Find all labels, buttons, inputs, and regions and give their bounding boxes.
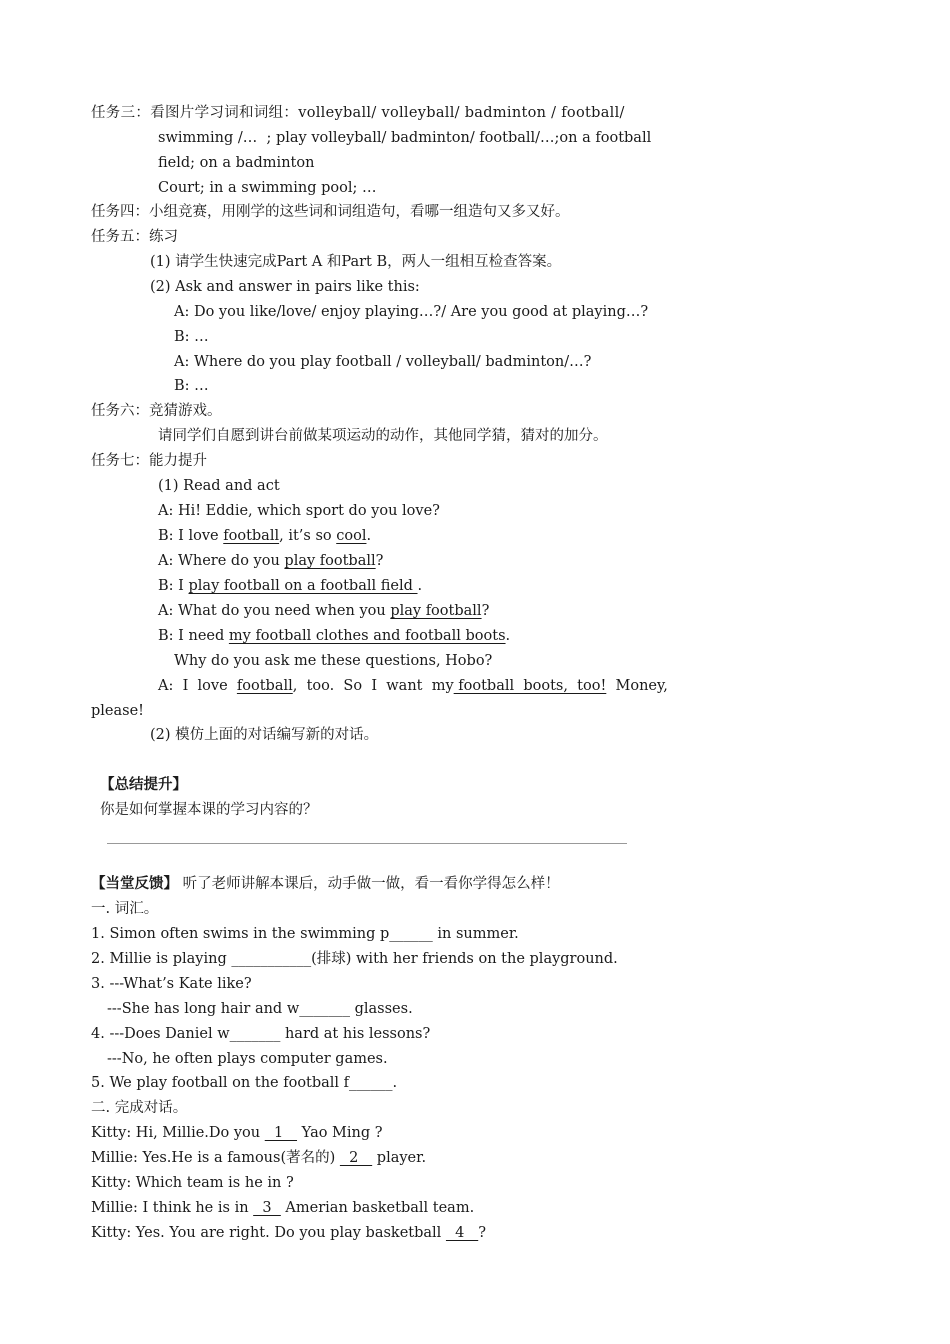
feedback-line (91, 874, 560, 894)
task4-line: 任务四：小组竞赛，用刚学的这些词和词组造句，看哪一组造句又多又好。 (91, 204, 570, 220)
question-3b: ---She has long hair and w_______ glasses. (107, 1001, 413, 1017)
task7-dialog-8: A: I love football, too. So I want my football boots, too! Money, (158, 678, 668, 694)
question-4a: 4. ---Does Daniel w_______ hard at his lessons? (91, 1026, 431, 1042)
task5-point2: (2) Ask and answer in pairs like this: (150, 279, 420, 295)
task7-dialog-2: B: I love football, it’s so cool. (158, 528, 372, 544)
feedback-heading: 【当堂反馈】 (91, 876, 178, 892)
task5-dialog-b2: B: … (174, 378, 209, 394)
answer-line (107, 843, 627, 844)
question-3a: 3. ---What’s Kate like? (91, 976, 252, 992)
question-2: 2. Millie is playing ___________(排球) with her friends on the playground. (91, 951, 618, 967)
task7-dialog-6: B: I need my football clothes and football boots. (158, 628, 511, 644)
task7-dialog-3: A: Where do you play football? (158, 553, 384, 569)
task7-dialog-4: B: I play football on a football field . (158, 578, 423, 594)
dialog-line-5: Kitty: Yes. You are right. Do you play basketball 4 ? (91, 1225, 486, 1241)
feedback-intro: 听了老师讲解本课后，动手做一做，看一看你学得怎么样！ (178, 876, 560, 892)
task3-line2: swimming /… ; play volleyball/ badminton/ football/…;on a football (158, 130, 652, 146)
section1-title: 一. 词汇。 (91, 901, 159, 917)
task3-line1: 任务三：看图片学习词和词组：volleyball/ volleyball/ badminton / football/ (91, 105, 625, 121)
task5-dialog-a2: A: Where do you play football / volleyball/ badminton/…? (174, 354, 592, 370)
dialog-line-3: Kitty: Which team is he in ? (91, 1175, 294, 1191)
task7-title: 任务七：能力提升 (91, 453, 207, 469)
task6-title: 任务六：竞猜游戏。 (91, 403, 222, 419)
dialog-line-1: Kitty: Hi, Millie.Do you 1 Yao Ming ? (91, 1125, 383, 1141)
task7-dialog-7: Why do you ask me these questions, Hobo? (174, 653, 493, 669)
task7-dialog-8-cont: please! (91, 703, 144, 719)
task5-point1: (1) 请学生快速完成Part A 和Part B，两人一组相互检查答案。 (150, 254, 562, 270)
task7-sub1: (1) Read and act (158, 478, 280, 494)
question-5: 5. We play football on the football f______. (91, 1075, 398, 1091)
dialog-line-2: Millie: Yes.He is a famous(著名的) 2 player. (91, 1150, 427, 1166)
task5-dialog-b1: B: … (174, 329, 209, 345)
summary-question: 你是如何掌握本课的学习内容的？ (100, 802, 318, 818)
dialog-line-4: Millie: I think he is in 3 Amerian basketball team. (91, 1200, 475, 1216)
task3-line4: Court; in a swimming pool; … (158, 180, 377, 196)
section2-title: 二. 完成对话。 (91, 1100, 188, 1116)
question-4b: ---No, he often plays computer games. (107, 1051, 388, 1067)
task5-title: 任务五：练习 (91, 229, 178, 245)
summary-heading: 【总结提升】 (100, 777, 187, 793)
task7-dialog-1: A: Hi! Eddie, which sport do you love? (158, 503, 440, 519)
task7-sub2: (2) 模仿上面的对话编写新的对话。 (150, 727, 379, 743)
task7-dialog-5: A: What do you need when you play football? (158, 603, 490, 619)
question-1: 1. Simon often swims in the swimming p______ in summer. (91, 926, 519, 942)
task5-dialog-a1: A: Do you like/love/ enjoy playing…?/ Are you good at playing…? (174, 304, 649, 320)
task6-text: 请同学们自愿到讲台前做某项运动的动作，其他同学猜，猜对的加分。 (158, 428, 608, 444)
task3-line3: field; on a badminton (158, 155, 315, 171)
